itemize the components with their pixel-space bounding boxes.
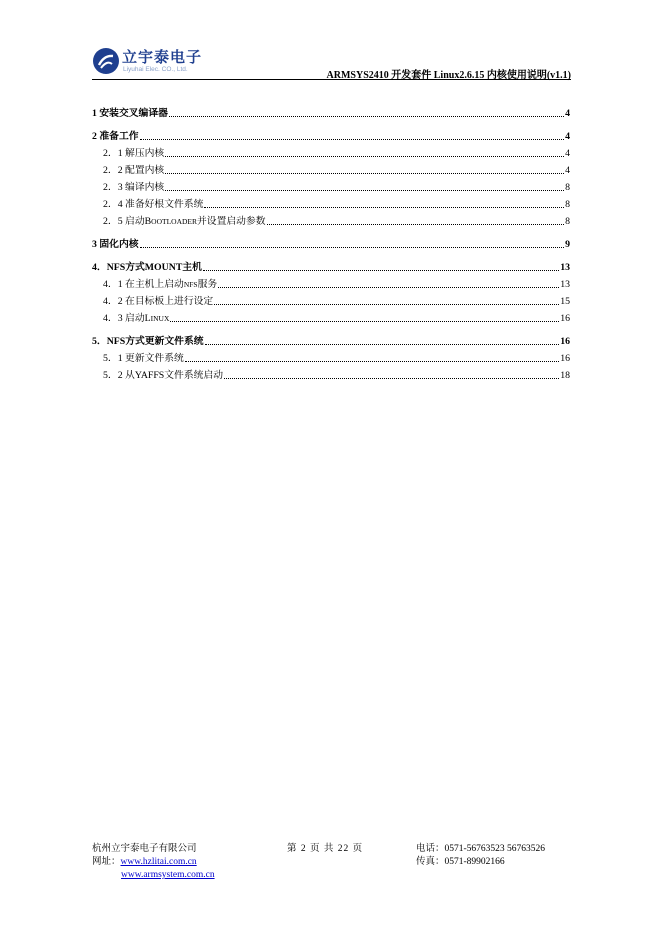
header-divider [92, 79, 571, 80]
toc-entry-2-4[interactable]: 2．4 准备好根文件系统 8 [103, 199, 570, 210]
logo-text-cn: 立宇泰电子 [122, 48, 203, 66]
toc-entry-2-5[interactable]: 2．5 启动BOOTLOADER并设置启动参数 8 [103, 216, 570, 227]
toc-entry-4[interactable]: 4．NFS方式MOUNT主机 13 [92, 262, 570, 273]
document-title: ARMSYS2410 开发套件 Linux2.6.15 内核使用说明(v1.1) [326, 70, 571, 81]
page-number: 第 2 页 共 22 页 [287, 844, 364, 854]
table-of-contents [92, 105, 570, 384]
logo-icon [92, 47, 120, 75]
toc-entry-4-1[interactable]: 4．1 在主机上启动NFS服务 13 [103, 279, 570, 290]
toc-entry-1[interactable]: 1 安装交叉编译器 4 [92, 108, 570, 119]
footer-company-block [92, 843, 215, 882]
website-label: 网址： [92, 857, 121, 867]
logo-text-en: Liyuhai Elec. CO., Ltd. [123, 66, 188, 73]
toc-entry-4-2[interactable]: 4．2 在目标板上进行设定 15 [103, 296, 570, 307]
toc-entry-2-1[interactable]: 2．1 解压内核 4 [103, 148, 570, 159]
phone-number: 电话：0571-56763523 56763526 [416, 844, 546, 854]
toc-entry-5-1[interactable]: 5．1 更新文件系统 16 [103, 353, 570, 364]
toc-entry-4-3[interactable]: 4．3 启动LINUX 16 [103, 313, 570, 324]
company-name: 杭州立宇泰电子有限公司 [92, 844, 197, 854]
footer-contact-block [416, 843, 545, 869]
toc-entry-2-3[interactable]: 2．3 编译内核 8 [103, 182, 570, 193]
fax-number: 传真：0571-89902166 [416, 857, 505, 867]
toc-entry-3[interactable]: 3 固化内核 9 [92, 239, 570, 250]
website-link-1[interactable]: www.hzlitai.com.cn [120, 857, 197, 867]
toc-entry-2[interactable]: 2 准备工作 4 [92, 131, 570, 142]
website-link-2[interactable]: www.armsystem.com.cn [121, 870, 215, 880]
toc-entry-2-2[interactable]: 2．2 配置内核 4 [103, 165, 570, 176]
toc-entry-5[interactable]: 5．NFS方式更新文件系统 16 [92, 336, 570, 347]
toc-entry-5-2[interactable]: 5．2 从YAFFS文件系统启动 18 [103, 370, 570, 381]
company-logo [92, 46, 202, 78]
